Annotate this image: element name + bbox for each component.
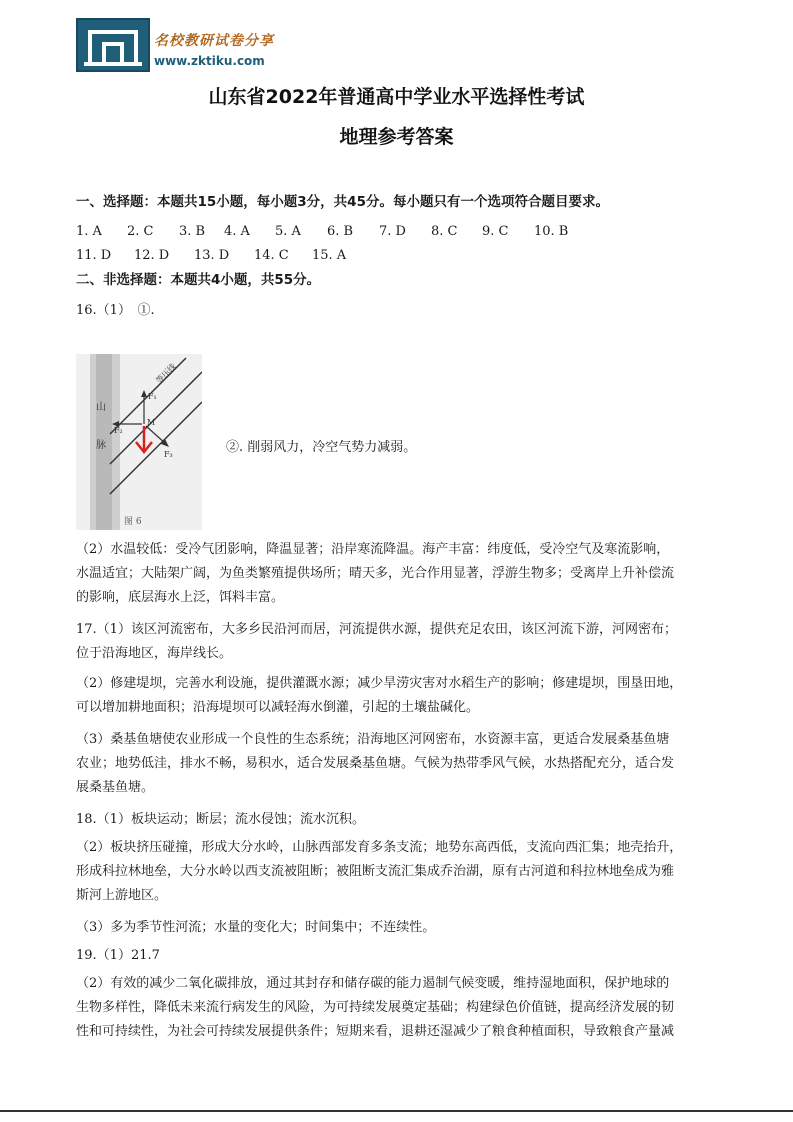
paragraph-line: （3）桑基鱼塘使农业形成一个良性的生态系统；沿海地区河网密布，水资源丰富，更适合发展桑基鱼塘: [76, 732, 670, 747]
paragraph-line: 生物多样性，降低未来流行病发生的风险，为可持续发展奠定基础；构建绿色价值链，提高经济发展的韧: [76, 1000, 675, 1015]
page-title: 山东省2022年普通高中学业水平选择性考试: [208, 86, 585, 108]
paragraph-line: 农业；地势低洼，排水不畅，易积水，适合发展桑基鱼塘。气候为热带季风气候，水热搭配充分，适合发: [76, 756, 675, 771]
answer-item: 4. A: [224, 224, 250, 239]
paragraph-line: 形成科拉林地垒，大分水岭以西支流被阻断；被阻断支流汇集成乔治湖，原有古河道和科拉林地垒成为雅: [76, 864, 675, 879]
answer-item: 13. D: [194, 248, 230, 263]
paragraph-line: （2）板块挤压碰撞，形成大分水岭，山脉西部发育多条支流；地势东高西低，支流向西汇集；地壳抬升，: [76, 840, 683, 855]
paragraph-line: 位于沿海地区，海岸线长。: [76, 646, 233, 661]
logo-mark-icon: [76, 18, 150, 72]
paragraph-line: 18.（1）板块运动；断层；流水侵蚀；流水沉积。: [76, 812, 365, 827]
paragraph-line: 展桑基鱼塘。: [76, 780, 155, 795]
q17-part3: [76, 728, 726, 800]
q18-part1: [76, 808, 726, 832]
figure-label-m: M: [147, 418, 156, 427]
q16-part2: [76, 538, 726, 610]
section1-heading: 一、选择题：本题共15小题，每小题3分，共45分。每小题只有一个选项符合题目要求。: [76, 194, 609, 210]
answer-item: 10. B: [534, 224, 569, 239]
paragraph-line: 的影响，底层海水上泛，饵料丰富。: [76, 590, 285, 605]
figure-label-range: 脉: [96, 440, 106, 451]
q16-intro: 16.（1） ①.: [76, 303, 155, 318]
figure-label-mountain: 山: [96, 402, 106, 413]
paragraph-line: （3）多为季节性河流；水量的变化大；时间集中；不连续性。: [76, 920, 436, 935]
isobar-line-2: [110, 372, 202, 464]
figure-label-f1: F₁: [148, 392, 157, 401]
q17-part1: [76, 618, 726, 666]
answer-item: 15. A: [312, 248, 347, 263]
q18-part2: [76, 836, 726, 908]
f1-arrowhead: [141, 390, 147, 397]
paragraph-line: 水温适宜；大陆架广阔，为鱼类繁殖提供场所；晴天多，光合作用显著，浮游生物多；受离岸上升补偿流: [76, 566, 675, 581]
section2-heading: 二、非选择题：本题共4小题，共55分。: [76, 272, 321, 288]
q18-part3: [76, 916, 726, 940]
answer-item: 14. C: [254, 248, 289, 263]
answer-item: 5. A: [275, 224, 301, 239]
answer-item: 6. B: [327, 224, 354, 239]
answer-item: 7. D: [379, 224, 406, 239]
paragraph-line: 性和可持续性，为社会可持续发展提供条件；短期来看，退耕还湿减少了粮食种植面积，导致粮食产量减: [76, 1024, 675, 1039]
figure-label-f2: F₂: [114, 426, 123, 435]
paragraph-line: 17.（1）该区河流密布，大多乡民沿河而居，河流提供水源，提供充足农田，该区河流下游，河网密布；: [76, 622, 677, 637]
q16-figure: [76, 354, 202, 530]
answer-item: 12. D: [134, 248, 170, 263]
paragraph-line: （2）修建堤坝，完善水利设施，提供灌溉水源；减少旱涝灾害对水稻生产的影响；修建堤坝，围垦田地，: [76, 676, 683, 691]
f3-arrow: [146, 426, 166, 444]
answer-item: 2. C: [127, 224, 154, 239]
answer-item: 8. C: [431, 224, 458, 239]
figure-label-isobar: 等压线: [154, 361, 178, 386]
footer-divider: [0, 1110, 793, 1112]
wind-force-diagram: [76, 354, 202, 530]
page-subtitle: 地理参考答案: [339, 126, 454, 148]
answer-item: 3. B: [179, 224, 206, 239]
isobar-line-3: [110, 402, 202, 494]
paragraph-line: （2）有效的减少二氧化碳排放，通过其封存和储存碳的能力遏制气候变暖，维持湿地面积，保护地球的: [76, 976, 670, 991]
logo: [76, 18, 296, 74]
q19-part1: [76, 944, 726, 968]
answer-item: 11. D: [76, 248, 112, 263]
q16-part1-b: ②. 削弱风力，冷空气势力减弱。: [226, 440, 417, 455]
q17-part2: [76, 672, 726, 720]
logo-site-name: 名校教研试卷分享: [154, 33, 274, 49]
logo-url[interactable]: www.zktiku.com: [154, 54, 265, 68]
q19-part2: [76, 972, 726, 1044]
figure-label-f3: F₃: [164, 450, 173, 459]
answer-item: 9. C: [482, 224, 509, 239]
paragraph-line: 可以增加耕地面积；沿海堤坝可以减轻海水倒灌，引起的土壤盐碱化。: [76, 700, 480, 715]
figure-caption: 图 6: [124, 517, 142, 527]
paragraph-line: 斯河上游地区。: [76, 888, 168, 903]
paragraph-line: 19.（1）21.7: [76, 948, 160, 963]
answer-item: 1. A: [76, 224, 102, 239]
paragraph-line: （2）水温较低：受冷气团影响，降温显著；沿岸寒流降温。海产丰富：纬度低，受冷空气及寒流影响，: [76, 542, 670, 557]
